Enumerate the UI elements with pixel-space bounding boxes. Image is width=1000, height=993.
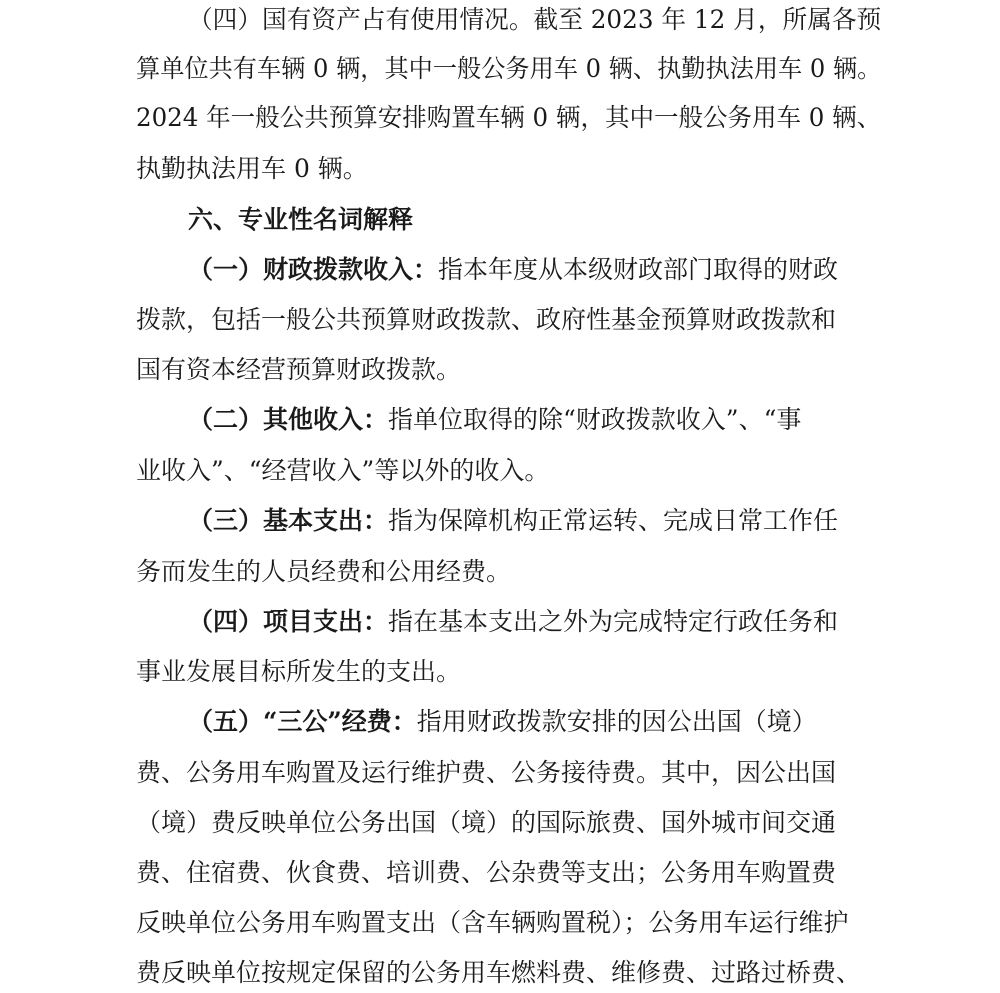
definition-term: （四）项目支出： <box>188 607 389 636</box>
definition-text: 指单位取得的除“财政拨款收入”、“事 <box>388 405 802 434</box>
definition-line: 费反映单位按规定保留的公务用车燃料费、维修费、过路过桥费、 <box>136 958 862 987</box>
definition-line: （境）费反映单位公务出国（境）的国际旅费、国外城市间交通 <box>136 808 837 837</box>
definition-line: 拨款，包括一般公共预算财政拨款、政府性基金预算财政拨款和 <box>136 305 837 334</box>
definition-line: 费、公务用车购置及运行维护费、公务接待费。其中，因公出国 <box>136 758 837 787</box>
paragraph-line: 2024 年一般公共预算安排购置车辆 0 辆，其中一般公务用车 0 辆、 <box>136 103 882 132</box>
definition-term: （一）财政拨款收入： <box>188 255 439 284</box>
section-title: 六、专业性名词解释 <box>188 205 414 234</box>
definition-line <box>188 501 838 541</box>
definition-term: （五）“三公”经费： <box>188 707 417 736</box>
paragraph-line: 执勤执法用车 0 辆。 <box>136 154 368 183</box>
definition-line <box>188 250 838 290</box>
definition-text: 指用财政拨款安排的因公出国（境） <box>416 707 817 736</box>
definition-line: 费、住宿费、伙食费、培训费、公杂费等支出；公务用车购置费 <box>136 858 837 887</box>
definition-line: 事业发展目标所发生的支出。 <box>136 657 462 686</box>
definition-term: （三）基本支出： <box>188 506 389 535</box>
definition-text: 指本年度从本级财政部门取得的财政 <box>438 255 839 284</box>
definition-text: 指为保障机构正常运转、完成日常工作任 <box>388 506 839 535</box>
definition-line <box>188 400 801 440</box>
definition-line: 业收入”、“经营收入”等以外的收入。 <box>136 456 550 485</box>
definition-line: 国有资本经营预算财政拨款。 <box>136 355 462 384</box>
definition-term: （二）其他收入： <box>188 405 389 434</box>
definition-text: 指在基本支出之外为完成特定行政任务和 <box>388 607 839 636</box>
definition-line: 务而发生的人员经费和公用经费。 <box>136 557 512 586</box>
paragraph-line: （四）国有资产占有使用情况。截至 2023 年 12 月，所属各预 <box>188 5 882 34</box>
definition-line: 反映单位公务用车购置支出（含车辆购置税）；公务用车运行维护 <box>136 908 849 937</box>
paragraph-line: 算单位共有车辆 0 辆，其中一般公务用车 0 辆、执勤执法用车 0 辆。 <box>136 54 882 83</box>
definition-line <box>188 602 838 642</box>
definition-line <box>188 702 817 742</box>
